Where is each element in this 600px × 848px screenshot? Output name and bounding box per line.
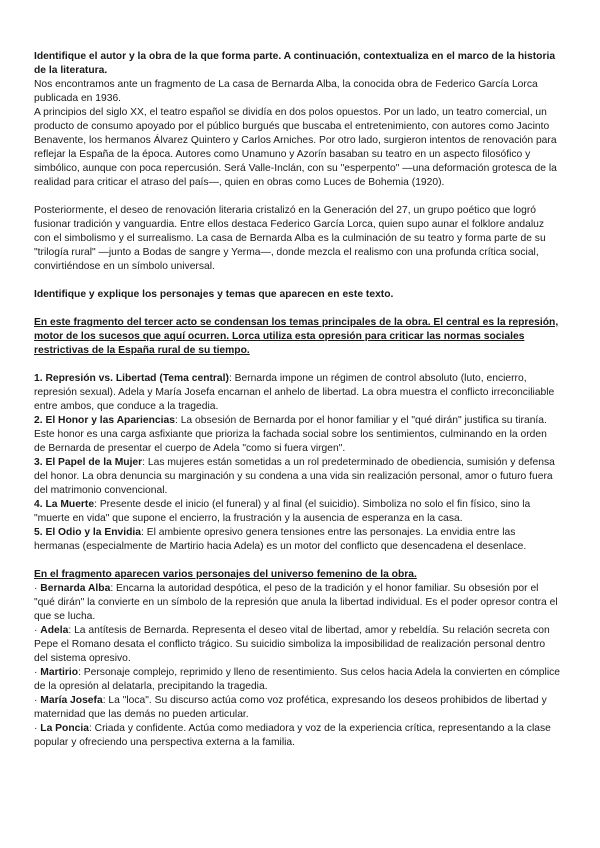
themes-list [34,372,560,554]
theme-title: 3. El Papel de la Mujer [34,457,143,468]
theme-item [34,414,560,456]
character-name: Bernarda Alba [40,583,111,594]
theme-text: : Presente desde el inicio (el funeral) y al final (el suicidio). Simboliza no solo el fin físico, sino la "muerte en vida" que supone el encierro, la frustración y la ausencia de esperanza en la casa. [34,499,531,524]
character-text: : La antítesis de Bernarda. Representa el deseo vital de libertad, amor y rebeldía. Su relación secreta con Pepe el Romano desata el conflicto trágico. Su suicidio simboliza la imposibilidad de realización personal dentro del sistema opresivo. [34,625,550,664]
character-item [34,582,560,624]
characters-list [34,582,560,750]
theme-item [34,526,560,554]
theme-title: 2. El Honor y las Apariencias [34,415,175,426]
bullet: · [34,667,41,678]
character-text: : Encarna la autoridad despótica, el peso de la tradición y el honor familiar. Su obsesión por el "qué dirán" la convierte en un símbolo de la represión que anula la libertad individual. Es el poder opresor contra el que se lucha. [34,583,558,622]
intro-paragraph: Nos encontramos ante un fragmento de La casa de Bernarda Alba, la conocida obra de Federico García Lorca publicada en 1936. [34,79,538,104]
theme-item [34,456,560,498]
character-item [34,722,560,750]
theme-title: 5. El Odio y la Envidia [34,527,142,538]
character-name: La Poncia [40,723,89,734]
character-item [34,624,560,666]
question-1-heading: Identifique el autor y la obra de la que forma parte. A continuación, contextualiza en el marco de la historia de la literatura. [34,51,556,76]
theme-text: : El ambiente opresivo genera tensiones entre las personajes. La envidia entre las hermanas (especialmente de Martirio hacia Adela) es un motor del conflicto que desencadena el desenlace. [34,527,527,552]
character-text: : Personaje complejo, reprimido y lleno de resentimiento. Sus celos hacia Adela la convierten en cómplice de la opresión al delatarla, precipitando la tragedia. [34,667,560,692]
generation-27-paragraph: Posteriormente, el deseo de renovación literaria cristalizó en la Generación del 27, un grupo poético que logró fusionar tradición y vanguardia. Entre ellos destaca Federico García Lorca, quien supo aunar el folklore andaluz con el simbolismo y el surrealismo. La casa de Bernarda Alba es la culminación de su teatro y forma parte de su "trilogía rural" —junto a Bodas de sangre y Yerma—, donde mezcla el realismo con una profunda crítica social, convirtiéndose en un símbolo universal. [34,205,546,272]
theme-item [34,372,560,414]
character-text: : Criada y confidente. Actúa como mediadora y voz de la experiencia crítica, representando a la clase popular y ofreciendo una perspectiva externa a la familia. [34,723,551,748]
bullet: · [34,583,41,594]
theme-title: 1. Represión vs. Libertad (Tema central) [34,373,229,384]
theme-title: 4. La Muerte [34,499,95,510]
question-2-heading: Identifique y explique los personajes y temas que aparecen en este texto. [34,289,394,300]
character-name: María Josefa [40,695,103,706]
themes-thesis: En este fragmento del tercer acto se condensan los temas principales de la obra. El central es la represión, motor de los sucesos que aquí ocurren. Lorca utiliza esta opresión para criticar las normas sociales restrictivas de la España rural de su tiempo. [34,317,559,356]
characters-heading: En el fragmento aparecen varios personajes del universo femenino de la obra. [34,569,417,580]
theme-text: : Las mujeres están sometidas a un rol predeterminado de obediencia, sumisión y defensa del honor. La obra denuncia su marginación y su condena a una vida sin realización personal, amor o futuro fuera del matrimonio convencional. [34,457,555,496]
bullet: · [34,695,41,706]
character-text: : La "loca". Su discurso actúa como voz profética, expresando los deseos prohibidos de libertad y maternidad que las demás no pueden articular. [34,695,547,720]
bullet: · [34,723,41,734]
context-paragraph: A principios del siglo XX, el teatro español se dividía en dos polos opuestos. Por un lado, un teatro comercial, un producto de consumo apoyado por el público burgués que buscaba el entretenimiento, con autores como Jacinto Benavente, los hermanos Álvarez Quintero y Carlos Arniches. Por otro lado, surgieron intentos de renovación para reflejar la España de la época. Autores como Unamuno y Azorín basaban su teatro en un aspecto filosófico y simbólico, aunque con poca repercusión. Será Valle-Inclán, con su "esperpento" —una deformación grotesca de la realidad para criticar el atraso del país—, quien en obras como Luces de Bohemia (1920). [34,107,557,188]
theme-item [34,498,560,526]
theme-text: : Bernarda impone un régimen de control absoluto (luto, encierro, represión sexual). Adela y María Josefa encarnan el anhelo de libertad. La obra muestra el conflicto irreconciliable entre ambos, que conduce a la tragedia. [34,373,555,412]
character-item [34,666,560,694]
character-item [34,694,560,722]
theme-text: : La obsesión de Bernarda por el honor familiar y el "qué dirán" justifica su tiranía. Este honor es una carga asfixiante que prioriza la fachada social sobre los sentimientos, culminando en la orden de Bernarda de presentar el cuerpo de Adela "como si fuera virgen". [34,415,547,454]
character-name: Martirio [40,667,79,678]
bullet: · [34,625,41,636]
character-name: Adela [40,625,69,636]
